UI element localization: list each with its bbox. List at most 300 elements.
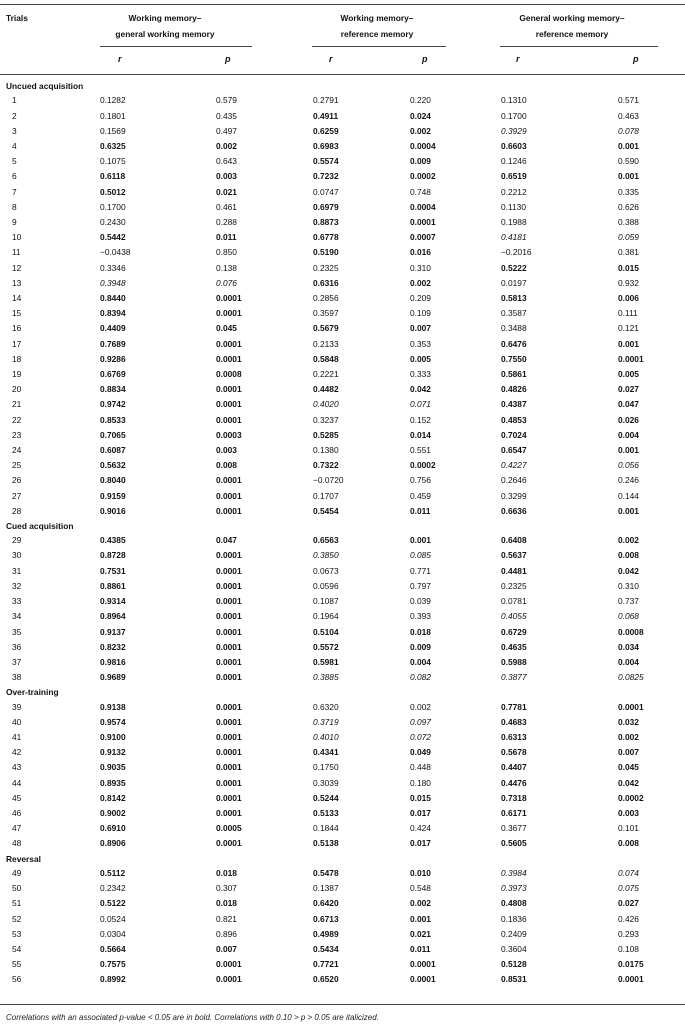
trial-number: 29 [12, 535, 22, 546]
table-row [0, 306, 685, 321]
p-value: 0.0001 [216, 550, 242, 561]
r-value: 0.6320 [313, 701, 339, 712]
trial-number: 44 [12, 777, 22, 788]
r-value: 0.6983 [313, 140, 339, 151]
r-value: 0.6603 [501, 140, 527, 151]
r-value: 0.9016 [100, 505, 126, 516]
p-value: 0.002 [410, 277, 431, 288]
p-value: 0.310 [410, 262, 431, 273]
table-row [0, 169, 685, 184]
p-value: 0.0001 [216, 656, 242, 667]
p-value: 0.108 [618, 943, 639, 954]
p-value: 0.026 [618, 414, 639, 425]
r-value: 0.4407 [501, 762, 527, 773]
r-value: 0.4181 [501, 232, 527, 243]
trial-number: 53 [12, 928, 22, 939]
p-value: 0.0001 [216, 792, 242, 803]
table-row [0, 397, 685, 412]
table-row [0, 730, 685, 745]
r-value: 0.4385 [100, 535, 126, 546]
trial-number: 20 [12, 384, 22, 395]
r-value: 0.6325 [100, 140, 126, 151]
p-value: 0.0004 [410, 201, 436, 212]
p-value: 0.850 [216, 247, 237, 258]
p-value: 0.821 [216, 913, 237, 924]
r-value: 0.6171 [501, 808, 527, 819]
r-value: 0.9742 [100, 399, 126, 410]
trial-number: 18 [12, 353, 22, 364]
p-value: 0.074 [618, 867, 639, 878]
p-value: 0.042 [618, 565, 639, 576]
table-row [0, 200, 685, 215]
r-value: 0.5678 [501, 747, 527, 758]
r-value: 0.8935 [100, 777, 126, 788]
bottom-rule [0, 1004, 685, 1005]
table-row [0, 352, 685, 367]
p-value: 0.333 [410, 368, 431, 379]
r-value: 0.5605 [501, 838, 527, 849]
p-value: 0.001 [618, 444, 639, 455]
r-value: 0.1750 [313, 762, 339, 773]
r-value: 0.1310 [501, 95, 527, 106]
r-value: 0.6316 [313, 277, 339, 288]
r-value: 0.6087 [100, 444, 126, 455]
p-value: 0.002 [216, 140, 237, 151]
trial-number: 19 [12, 368, 22, 379]
r-value: 0.7065 [100, 429, 126, 440]
table-row [0, 245, 685, 260]
r-value: 0.5861 [501, 368, 527, 379]
r-value: 0.8964 [100, 611, 126, 622]
p-value: 0.152 [410, 414, 431, 425]
r-value: 0.2646 [501, 475, 527, 486]
trial-number: 5 [12, 156, 17, 167]
r-value: 0.9286 [100, 353, 126, 364]
r-value: 0.4387 [501, 399, 527, 410]
trial-number: 13 [12, 277, 22, 288]
r-value: 0.2791 [313, 95, 339, 106]
r-value: 0.4010 [313, 732, 339, 743]
table-row [0, 972, 685, 987]
header-group-1 [70, 10, 260, 42]
p-value: 0.220 [410, 95, 431, 106]
p-value: 0.896 [216, 928, 237, 939]
table-row [0, 821, 685, 836]
table-row [0, 564, 685, 579]
trial-number: 15 [12, 308, 22, 319]
p-value: 0.144 [618, 490, 639, 501]
r-value: 0.2212 [501, 186, 527, 197]
r-value: 0.1844 [313, 823, 339, 834]
p-value: 0.0001 [216, 701, 242, 712]
trial-number: 34 [12, 611, 22, 622]
r-value: 0.8992 [100, 974, 126, 985]
r-value: 0.3677 [501, 823, 527, 834]
p-value: 0.180 [410, 777, 431, 788]
p-value: 0.0001 [216, 565, 242, 576]
r-value: 0.3877 [501, 672, 527, 683]
p-value: 0.111 [618, 308, 638, 319]
trial-number: 56 [12, 974, 22, 985]
p-value: 0.388 [618, 216, 639, 227]
table-row [0, 443, 685, 458]
p-value: 0.0008 [618, 626, 644, 637]
trial-number: 27 [12, 490, 22, 501]
p-value: 0.071 [410, 399, 431, 410]
r-value: 0.4227 [501, 460, 527, 471]
trial-number: 50 [12, 883, 22, 894]
p-value: 0.008 [618, 838, 639, 849]
p-value: 0.059 [618, 232, 639, 243]
p-value: 0.002 [618, 732, 639, 743]
p-value: 0.047 [216, 535, 237, 546]
p-value: 0.548 [410, 883, 431, 894]
header-group-3-line1: General working memory– [519, 13, 625, 23]
table-row [0, 276, 685, 291]
p-value: 0.0001 [216, 611, 242, 622]
table-row [0, 927, 685, 942]
trial-number: 48 [12, 838, 22, 849]
p-value: 0.101 [618, 823, 639, 834]
p-value: 0.0001 [216, 762, 242, 773]
r-value: 0.4683 [501, 716, 527, 727]
p-value: 0.0003 [216, 429, 242, 440]
trial-number: 54 [12, 943, 22, 954]
sub-header-p-3: p [633, 54, 639, 64]
table-row [0, 504, 685, 519]
table-row [0, 428, 685, 443]
r-value: 0.8142 [100, 792, 126, 803]
p-value: 0.011 [216, 232, 237, 243]
r-value: 0.8873 [313, 216, 339, 227]
p-value: 0.288 [216, 216, 237, 227]
r-value: 0.8394 [100, 308, 126, 319]
p-value: 0.497 [216, 125, 237, 136]
section-header [0, 685, 685, 699]
p-value: 0.003 [216, 444, 237, 455]
p-value: 0.007 [410, 323, 431, 334]
r-value: 0.1380 [313, 444, 339, 455]
p-value: 0.756 [410, 475, 431, 486]
r-value: 0.7322 [313, 460, 339, 471]
r-value: 0.4409 [100, 323, 126, 334]
r-value: 0.4826 [501, 384, 527, 395]
p-value: 0.121 [618, 323, 639, 334]
p-value: 0.0001 [410, 959, 436, 970]
section-title: Cued acquisition [6, 520, 74, 531]
r-value: 0.5679 [313, 323, 339, 334]
p-value: 0.393 [410, 611, 431, 622]
p-value: 0.0002 [410, 460, 436, 471]
table-row [0, 382, 685, 397]
p-value: 0.463 [618, 110, 639, 121]
table-row [0, 776, 685, 791]
r-value: 0.3299 [501, 490, 527, 501]
p-value: 0.0001 [216, 777, 242, 788]
header-group-3 [477, 10, 667, 42]
trial-number: 6 [12, 171, 17, 182]
p-value: 0.0001 [216, 959, 242, 970]
p-value: 0.0001 [216, 747, 242, 758]
p-value: 0.001 [618, 171, 639, 182]
section-header [0, 852, 685, 866]
table-row [0, 700, 685, 715]
table-row [0, 896, 685, 911]
table-row [0, 109, 685, 124]
r-value: 0.3850 [313, 550, 339, 561]
r-value: 0.1130 [501, 201, 526, 212]
r-value: 0.8834 [100, 384, 126, 395]
r-value: −0.2016 [501, 247, 532, 258]
trial-number: 4 [12, 140, 17, 151]
p-value: 0.626 [618, 201, 639, 212]
p-value: 0.034 [618, 641, 639, 652]
p-value: 0.435 [216, 110, 237, 121]
sub-header-p-1: p [225, 54, 231, 64]
p-value: 0.082 [410, 672, 431, 683]
section-title: Reversal [6, 853, 41, 864]
table-row [0, 866, 685, 881]
r-value: 0.6520 [313, 974, 339, 985]
table-row [0, 625, 685, 640]
section-header [0, 79, 685, 93]
p-value: 0.307 [216, 883, 237, 894]
trial-number: 47 [12, 823, 22, 834]
p-value: 0.042 [410, 384, 431, 395]
p-value: 0.0001 [216, 338, 242, 349]
p-value: 0.039 [410, 596, 431, 607]
header-trials: Trials [6, 13, 28, 23]
p-value: 0.042 [618, 777, 639, 788]
r-value: 0.6563 [313, 535, 339, 546]
table-row [0, 806, 685, 821]
r-value: 0.2325 [501, 580, 527, 591]
footnote: Correlations with an associated p-value < 0.05 are in bold. Correlations with 0.10 > p > 0.05 are italicized. [6, 1013, 379, 1022]
p-value: 0.459 [410, 490, 431, 501]
r-value: 0.3929 [501, 125, 527, 136]
p-value: 0.748 [410, 186, 431, 197]
p-value: 0.032 [618, 716, 639, 727]
p-value: 0.0001 [216, 838, 242, 849]
r-value: 0.5244 [313, 792, 339, 803]
trial-number: 22 [12, 414, 22, 425]
r-value: 0.5434 [313, 943, 339, 954]
p-value: 0.579 [216, 95, 237, 106]
p-value: 0.002 [410, 898, 431, 909]
r-value: 0.6519 [501, 171, 527, 182]
trial-number: 36 [12, 641, 22, 652]
r-value: 0.3604 [501, 943, 527, 954]
trial-number: 37 [12, 656, 22, 667]
table-row [0, 655, 685, 670]
p-value: 0.0001 [216, 505, 242, 516]
group-1-rule [100, 46, 252, 47]
r-value: 0.4341 [313, 747, 339, 758]
p-value: 0.002 [618, 535, 639, 546]
r-value: 0.6778 [313, 232, 339, 243]
p-value: 0.003 [216, 171, 237, 182]
p-value: 0.021 [410, 928, 431, 939]
r-value: 0.3984 [501, 867, 527, 878]
r-value: 0.5285 [313, 429, 339, 440]
p-value: 0.024 [410, 110, 431, 121]
table-row [0, 215, 685, 230]
p-value: 0.335 [618, 186, 639, 197]
trial-number: 17 [12, 338, 22, 349]
table-row [0, 579, 685, 594]
p-value: 0.005 [618, 368, 639, 379]
r-value: 0.6118 [100, 171, 126, 182]
p-value: 0.138 [216, 262, 237, 273]
r-value: 0.6636 [501, 505, 527, 516]
r-value: 0.5138 [313, 838, 339, 849]
r-value: 0.3973 [501, 883, 527, 894]
p-value: 0.097 [410, 716, 431, 727]
r-value: 0.3039 [313, 777, 339, 788]
r-value: 0.5112 [100, 867, 126, 878]
trial-number: 35 [12, 626, 22, 637]
p-value: 0.011 [410, 505, 431, 516]
p-value: 0.0001 [216, 672, 242, 683]
p-value: 0.246 [618, 475, 639, 486]
table-row [0, 291, 685, 306]
r-value: 0.5632 [100, 460, 126, 471]
r-value: 0.9132 [100, 747, 126, 758]
p-value: 0.643 [216, 156, 237, 167]
p-value: 0.068 [618, 611, 639, 622]
p-value: 0.015 [618, 262, 639, 273]
p-value: 0.0001 [216, 353, 242, 364]
p-value: 0.0825 [618, 672, 644, 683]
r-value: 0.5442 [100, 232, 126, 243]
r-value: 0.3488 [501, 323, 527, 334]
p-value: 0.005 [410, 353, 431, 364]
p-value: 0.004 [410, 656, 431, 667]
r-value: 0.9035 [100, 762, 126, 773]
r-value: 0.7689 [100, 338, 126, 349]
r-value: 0.8040 [100, 475, 126, 486]
table-row [0, 473, 685, 488]
p-value: 0.004 [618, 429, 639, 440]
trial-number: 26 [12, 475, 22, 486]
trial-number: 30 [12, 550, 22, 561]
p-value: 0.0001 [216, 808, 242, 819]
group-3-rule [500, 46, 658, 47]
trial-number: 25 [12, 460, 22, 471]
table-row [0, 745, 685, 760]
r-value: 0.0673 [313, 565, 339, 576]
table-row [0, 230, 685, 245]
header-group-2-line2: reference memory [340, 29, 414, 39]
trial-number: 33 [12, 596, 22, 607]
table-row [0, 533, 685, 548]
p-value: 0.002 [410, 701, 431, 712]
r-value: 0.4476 [501, 777, 527, 788]
table-row [0, 124, 685, 139]
p-value: 0.002 [410, 125, 431, 136]
r-value: 0.8861 [100, 580, 126, 591]
table-row [0, 670, 685, 685]
table-row [0, 413, 685, 428]
p-value: 0.017 [410, 808, 431, 819]
r-value: 0.4989 [313, 928, 339, 939]
p-value: 0.045 [216, 323, 237, 334]
r-value: 0.6476 [501, 338, 527, 349]
p-value: 0.009 [410, 641, 431, 652]
r-value: 0.4020 [313, 399, 339, 410]
p-value: 0.001 [410, 535, 431, 546]
r-value: 0.2856 [313, 292, 339, 303]
p-value: 0.771 [410, 565, 431, 576]
trial-number: 16 [12, 323, 22, 334]
r-value: 0.5133 [313, 808, 339, 819]
r-value: 0.8533 [100, 414, 126, 425]
trial-number: 32 [12, 580, 22, 591]
p-value: 0.011 [410, 943, 431, 954]
trial-number: 49 [12, 867, 22, 878]
p-value: 0.797 [410, 580, 431, 591]
p-value: 0.018 [216, 898, 237, 909]
r-value: 0.2430 [100, 216, 126, 227]
r-value: 0.3948 [100, 277, 126, 288]
p-value: 0.737 [618, 596, 639, 607]
r-value: 0.1087 [313, 596, 339, 607]
trial-number: 21 [12, 399, 22, 410]
r-value: 0.1246 [501, 156, 527, 167]
p-value: 0.003 [618, 808, 639, 819]
r-value: 0.7318 [501, 792, 527, 803]
p-value: 0.0001 [216, 308, 242, 319]
p-value: 0.0008 [216, 368, 242, 379]
r-value: 0.1387 [313, 883, 339, 894]
p-value: 0.571 [618, 95, 639, 106]
trial-number: 55 [12, 959, 22, 970]
r-value: 0.1075 [100, 156, 126, 167]
p-value: 0.590 [618, 156, 639, 167]
p-value: 0.0001 [216, 641, 242, 652]
table-row [0, 458, 685, 473]
header-group-3-line2: reference memory [535, 29, 609, 39]
p-value: 0.0001 [410, 974, 436, 985]
r-value: 0.0596 [313, 580, 339, 591]
table-row [0, 640, 685, 655]
r-value: 0.4853 [501, 414, 527, 425]
r-value: 0.6769 [100, 368, 126, 379]
r-value: 0.5478 [313, 867, 339, 878]
p-value: 0.014 [410, 429, 431, 440]
table-row [0, 594, 685, 609]
r-value: 0.5128 [501, 959, 527, 970]
trial-number: 7 [12, 186, 17, 197]
p-value: 0.293 [618, 928, 639, 939]
top-rule [0, 4, 685, 5]
p-value: 0.001 [618, 140, 639, 151]
p-value: 0.075 [618, 883, 639, 894]
r-value: 0.8728 [100, 550, 126, 561]
p-value: 0.056 [618, 460, 639, 471]
p-value: 0.0001 [216, 490, 242, 501]
p-value: 0.0004 [410, 140, 436, 151]
table-row [0, 760, 685, 775]
r-value: 0.5813 [501, 292, 527, 303]
r-value: 0.4055 [501, 611, 527, 622]
table-row [0, 715, 685, 730]
r-value: 0.7550 [501, 353, 527, 364]
r-value: 0.4808 [501, 898, 527, 909]
r-value: 0.5222 [501, 262, 527, 273]
section-title: Over-training [6, 687, 59, 698]
r-value: 0.1988 [501, 216, 527, 227]
